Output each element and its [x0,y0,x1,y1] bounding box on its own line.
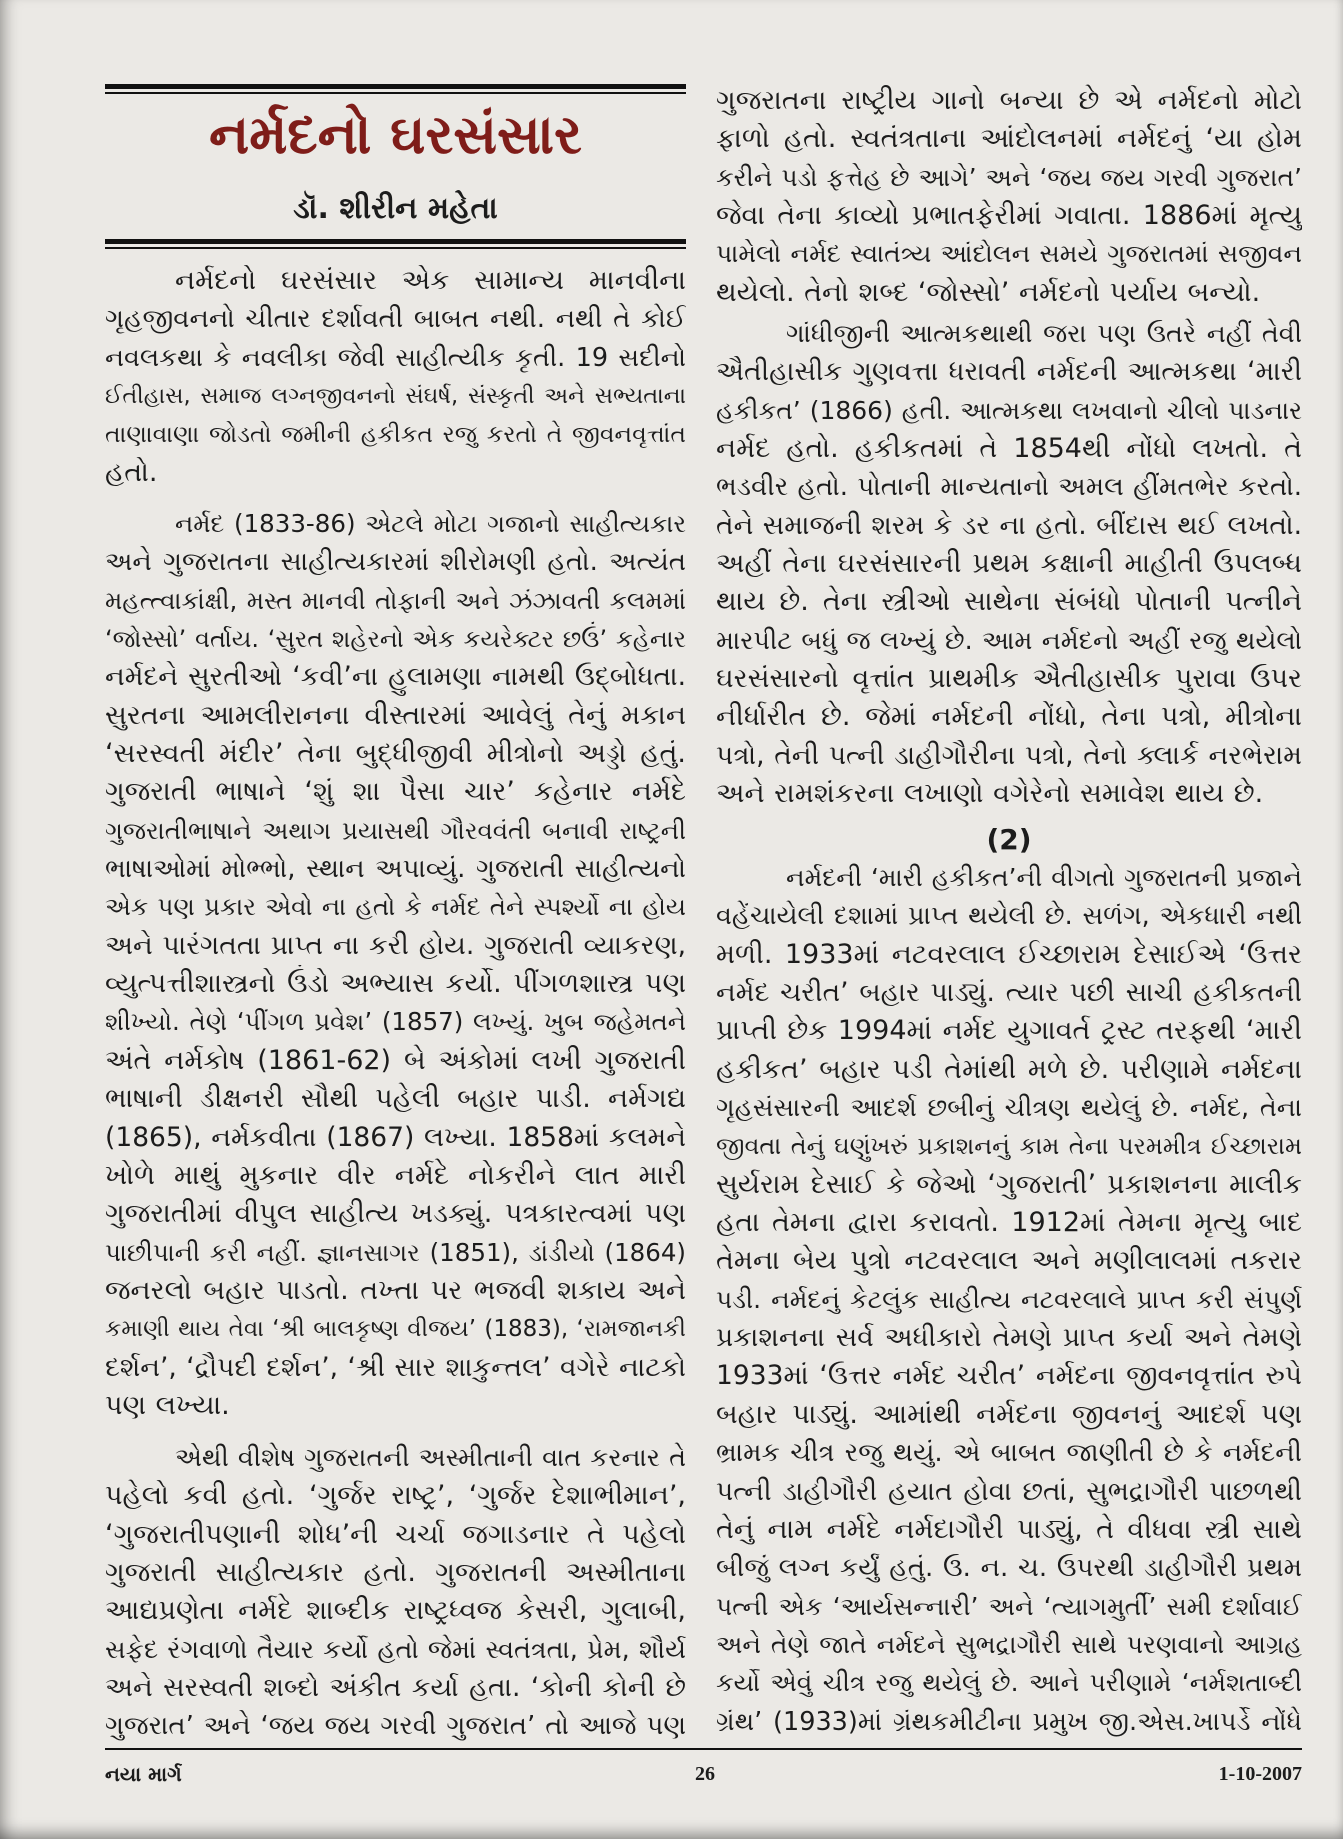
text-line: સફેદ રંગવાળો તૈયાર કર્યો હતો જેમાં સ્વતંત્રતા, પ્રેમ, શૌર્ય [105,1634,686,1665]
text-line: ગાંધીજીની આત્મકથાથી જરા પણ ઉતરે નહીં તેવી [786,319,1302,349]
text-line: થયેલો. તેનો શબ્દ ‘જોસ્સો’ નર્મદનો પર્યાય બન્યો. [716,276,1261,308]
section-heading: (2) [986,823,1032,856]
text-line: હકીકત’ બહાર પડી તેમાંથી મળે છે. પરીણામે નર્મદના [716,1053,1302,1085]
paragraph [716,859,1302,1741]
text-line: પ્રાપ્તી છેક 1994માં નર્મદ યુગાવર્ત ટ્રસ્ટ તરફથી ‘મારી [716,1015,1302,1047]
magazine-name: નયા માર્ગ [105,1762,182,1786]
paragraph [105,505,686,1425]
text-line: પત્રો, તેની પત્ની ડાહીગૌરીના પત્રો, તેનો ક્લાર્ક નરભેરામ [716,739,1302,771]
text-line: નર્મદનો ઘરસંસાર એક સામાન્ય માનવીના [175,265,686,296]
issue-date: 1-10-2007 [1218,1763,1302,1785]
text-line: નવલકથા કે નવલીકા જેવી સાહીત્યીક કૃતી. 19 સદીનો [105,342,686,373]
text-line: પણ લખ્યા. [105,1389,230,1421]
text-line: થાય છે. તેના સ્ત્રીઓ સાથેના સંબંધો પોતાની પત્નીને [716,586,1302,618]
text-line: ભડવીર હતો. પોતાની માન્યતાનો અમલ હીંમતભેર કરતો. [716,472,1302,503]
text-line: અને તેણે જાતે નર્મદને સુભદ્રાગૌરી સાથે પરણવાનો આગ્રહ [716,1629,1302,1659]
text-line: નર્મદની ‘મારી હકીકત’ની વીગતો ગુજરાતની પ્રજાને [786,863,1302,892]
text-line: ગૃહસંસારની આદર્શ છબીનું ચીત્રણ થયેલું છે. નર્મદ, તેના [716,1093,1302,1124]
text-line: સુર્યરામ દેસાઈ કે જેઓ ‘ગુજરાતી’ પ્રકાશનના માલીક [716,1168,1302,1200]
footer-rule [105,1748,1302,1750]
text-line: સુરતના આમલીરાનના વીસ્તારમાં આવેલું તેનું મકાન [105,699,686,731]
text-line: નીર્ધારીત છે. જેમાં નર્મદની નોંધો, તેના પત્રો, મીત્રોના [716,701,1302,733]
text-line: ગુજરાતી ભાષાને ‘શું શા પૈસા ચાર’ કહેનાર નર્મદે [105,776,686,808]
left-column [105,0,686,1746]
text-line: મહત્ત્વાકાંક્ષી, મસ્ત માનવી તોફાની અને ઝંઝાવતી કલમમાં [105,585,686,615]
text-line: ‘જોસ્સો’ વર્તાય. ‘સુરત શહેરનો એક કયરેક્ટર છઉં’ કહેનાર [105,625,686,654]
text-line: પડી. નર્મદનું કેટલુંક સાહીત્ય નટવરલાલે પ્રાપ્ત કરી સંપુર્ણ [716,1284,1302,1314]
paragraph [105,1439,686,1746]
text-line: તેમના બેય પુત્રો નટવરલાલ અને મણીલાલમાં તકરાર [716,1245,1302,1277]
text-line: હકીકત’ (1866) હતી. આત્મકથા લખવાનો ચીલો પાડનાર [716,395,1302,425]
text-line: તેનું નામ નર્મદે નર્મદાગૌરી પાડ્યું, તે વીધવા સ્ત્રી સાથે [716,1513,1302,1545]
text-line: ગુજરાતીમાં વીપુલ સાહીત્ય ખડક્યું. પત્રકારત્વમાં પણ [105,1198,686,1230]
text-line: ઘરસંસારનો વૃત્તાંત પ્રાથમીક ઐતીહાસીક પુરાવા ઉપર [716,663,1302,695]
text-line: નર્મદને સુરતીઓ ‘કવી’ના હુલામણા નામથી ઉદ્બોધતા. [105,661,686,693]
text-line: અને રામશંકરના લખાણો વગેરેનો સમાવેશ થાય છે. [716,778,1264,810]
text-line: ગુજરાતના રાષ્ટ્રીય ગાનો બન્યા છે એ નર્મદનો મોટો [716,85,1302,116]
text-line: પ્રકાશનના સર્વ અધીકારો તેમણે પ્રાપ્ત કર્યા અને તેમણે [716,1322,1302,1354]
text-line: ગુજરાતી સાહીત્યકાર હતો. ગુજરાતની અસ્મીતાના [105,1557,686,1589]
text-line: ગૃહજીવનનો ચીતાર દર્શાવતી બાબત નથી. નથી તે કોઈ [105,304,686,335]
text-line: જેવા તેના કાવ્યો પ્રભાતફેરીમાં ગવાતા. 1886માં મૃત્યુ [716,200,1302,232]
text-line: નર્મદ ચરીત’ બહાર પાડ્યું. ત્યાર પછી સાચી હકીકતની [716,977,1302,1009]
text-line: ‘ગુજરાતીપણાની શોધ’ની ચર્ચા જગાડનાર તે પહેલો [105,1518,686,1550]
text-line: ઐતીહાસીક ગુણવત્તા ધરાવતી નર્મદની આત્મકથા ‘મારી [716,356,1302,388]
text-line: વ્યુત્પત્તીશાસ્ત્રનો ઉંડો અભ્યાસ કર્યો. પીંગળશાસ્ત્ર પણ [105,968,686,1000]
text-line: અંતે નર્મકોષ (1861-62) બે અંકોમાં લખી ગુજરાતી [105,1044,686,1076]
article-author: ડૉ. શીરીન મહેતા [293,191,498,226]
text-line: ઈતીહાસ, સમાજ લગ્નજીવનનો સંઘર્ષ, સંસ્કૃતી અને સભ્યતાના [105,383,686,410]
article-title: નર્મદનો ઘરસંસાર [209,103,582,166]
paragraph [716,82,1302,312]
text-line: ગુજરાતીભાષાને અથાગ પ્રયાસથી ગૌરવવંતી બનાવી રાષ્ટ્રની [105,815,686,845]
text-line: જીવતા તેનું ઘણુંખરું પ્રકાશનનું કામ તેના પરમમીત્ર ઈચ્છારામ [716,1132,1302,1161]
text-line: પાછીપાની કરી નહીં. જ્ઞાનસાગર (1851), ડાંડીયો (1864) [105,1237,686,1267]
right-column [716,0,1302,1746]
text-line: પત્ની ડાહીગૌરી હયાત હોવા છતાં, સુભદ્રાગૌરી પાછળથી [716,1475,1302,1507]
text-line: એથી વીશેષ ગુજરાતની અસ્મીતાની વાત કરનાર તે [175,1443,686,1473]
text-line: પામેલો નર્મદ સ્વાતંત્ર્ય આંદોલન સમયે ગુજરાતમાં સજીવન [716,239,1302,269]
text-line: મળી. 1933માં નટવરલાલ ઈચ્છારામ દેસાઈએ ‘ઉત્તર [716,938,1302,970]
text-line: હતો. [105,456,158,488]
text-line: અને ગુજરાતના સાહીત્યકારમાં શીરોમણી હતો. અત્યંત [105,547,686,578]
text-line: પહેલો કવી હતો. ‘ગુર્જર રાષ્ટ્ર’, ‘ગુર્જર દેશાભીમાન’, [105,1480,686,1512]
text-line: બહાર પાડ્યું. આમાંથી નર્મદના જીવનનું આદર્શ પણ [716,1398,1302,1430]
paragraph [105,262,686,492]
text-line: ‘સરસ્વતી મંદીર’ તેના બુદ્ધીજીવી મીત્રોનો અડ્ડો હતું. [105,738,686,770]
text-line: 1933માં ‘ઉત્તર નર્મદ ચરીત’ નર્મદના જીવનવૃત્તાંત રુપે [716,1360,1302,1392]
text-line: શીખ્યો. તેણે ‘પીંગળ પ્રવેશ’ (1857) લખ્યું. ખુબ જહેમતને [105,1007,686,1037]
text-line: ફાળો હતો. સ્વતંત્રતાના આંદોલનમાં નર્મદનું ‘યા હોમ [716,123,1302,155]
text-line: અને પારંગતતા પ્રાપ્ત ના કરી હોય. ગુજરાતી વ્યાકરણ, [105,929,686,961]
text-line: કર્યો એવું ચીત્ર રજુ થયેલું છે. આને પરીણામે ‘નર્મશતાબ્દી [716,1668,1302,1698]
text-line: એક પણ પ્રકાર એવો ના હતો કે નર્મદ તેને સ્પર્શ્યો ના હોય [105,892,686,922]
text-line: મારપીટ બધું જ લખ્યું છે. આમ નર્મદનો અહીં રજુ થયેલો [716,625,1302,656]
text-line: નર્મદ હતો. હકીકતમાં તે 1854થી નોંધો લખતો. તે [716,433,1302,465]
text-line: અને સરસ્વતી શબ્દો અંકીત કર્યા હતા. ‘કોની કોની છે [105,1672,686,1704]
page-number: 26 [695,1763,715,1785]
text-line: જનરલો બહાર પાડતો. તખ્તા પર ભજવી શકાય અને [105,1274,686,1306]
text-line: હતા તેમના દ્વારા કરાવતો. 1912માં તેમના મૃત્યુ બાદ [716,1207,1302,1239]
text-line: દર્શન’, ‘દ્રૌપદી દર્શન’, ‘શ્રી સાર શાકુન્તલ’ વગેરે નાટકો [105,1351,686,1383]
text-line: બીજું લગ્ન કર્યું હતું. ઉ. ન. ચ. ઉપરથી ડાહીગૌરી પ્રથમ [716,1553,1302,1584]
text-line: કરીને પડો ફત્તેહ છે આગે’ અને ‘જય જય ગરવી ગુજરાત’ [716,162,1302,192]
text-line: કમાણી થાય તેવા ‘શ્રી બાલકૃષ્ણ વીજય’ (1883), ‘રામજાનકી [105,1316,686,1343]
paragraph [716,315,1302,813]
text-line: ગુજરાત’ અને ‘જય જય ગરવી ગુજરાત’ તો આજે પણ [105,1711,686,1742]
text-line: પત્ની એક ‘આર્યસન્નારી’ અને ‘ત્યાગમુર્તી’ સમી દર્શાવાઈ [716,1591,1302,1621]
text-line: ભાષાઓમાં મોભ્ભો, સ્થાન અપાવ્યું. ગુજરાતી સાહીત્યનો [105,854,686,885]
text-line: ગ્રંથ’ (1933)માં ગ્રંથકમીટીના પ્રમુખ જી.એસ.ખાપર્ડે નોંધે [716,1706,1302,1737]
text-line: ખોળે માથું મુકનાર વીર નર્મદે નોકરીને લાત મારી [105,1159,686,1191]
text-line: તેને સમાજની શરમ કે ડર ના હતો. બીંદાસ થઈ લખતો. [716,509,1302,541]
text-line: ભ્રામક ચીત્ર રજુ થયું. એ બાબત જાણીતી છે કે નર્મદની [716,1438,1302,1469]
text-line: અહીં તેના ઘરસંસારની પ્રથમ કક્ષાની માહીતી ઉપલબ્ધ [716,548,1302,580]
text-line: નર્મદ (1833-86) એટલે મોટા ગજાનો સાહીત્યકાર [175,509,686,538]
text-line: ભાષાની ડીક્ષનરી સૌથી પહેલી બહાર પાડી. નર્મગદ્ય [105,1083,686,1115]
text-line: (1865), નર્મકવીતા (1867) લખ્યા. 1858માં કલમને [105,1121,686,1153]
text-line: આદ્યપ્રણેતા નર્મદે શાબ્દીક રાષ્ટ્રધ્વજ કેસરી, ગુલાબી, [105,1595,686,1627]
text-line: વહેંચાયેલી દશામાં પ્રાપ્ત થયેલી છે. સળંગ, એકધારી નથી [716,901,1302,932]
text-line: તાણાવાણા જોડતો જમીની હકીકત રજુ કરતો તે જીવનવૃત્તાંત [105,420,686,449]
